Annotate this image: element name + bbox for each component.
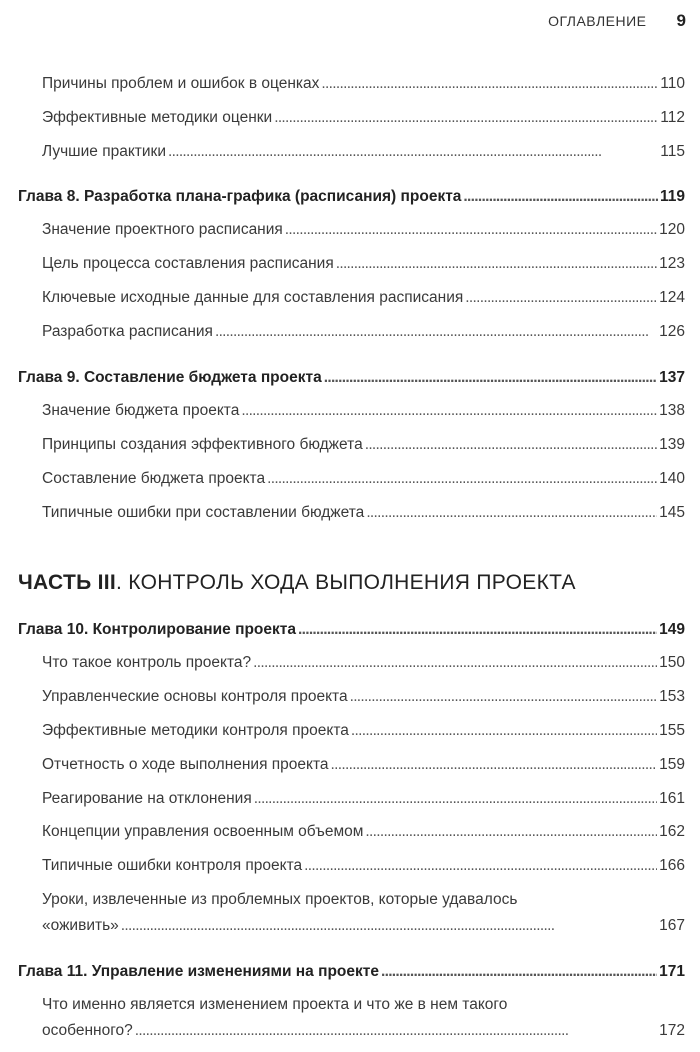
toc-entry-page: 139: [659, 436, 685, 453]
toc-entry-page: 123: [659, 255, 685, 272]
toc-entry-title: Эффективные методики оценки: [42, 109, 273, 126]
toc-entry-estimate-problems[interactable]: [42, 74, 685, 94]
toc-entry-title: Типичные ошибки контроля проекта: [42, 857, 303, 874]
dot-leader: [121, 916, 657, 936]
toc-chapter-title: Глава 10. Контролирование проекта: [18, 621, 296, 638]
toc-entry-title: Концепции управления освоенным объемом: [42, 823, 364, 840]
toc-entry-control-methods[interactable]: [42, 721, 685, 741]
toc-entry-page: 172: [659, 1022, 685, 1039]
toc-entry-schedule-inputs[interactable]: [42, 288, 685, 308]
toc-entry-schedule-goal[interactable]: [42, 254, 685, 274]
toc-chapter-title: Глава 8. Разработка плана-графика (расписания) проекта: [18, 188, 462, 205]
toc-entry-title: Управленческие основы контроля проекта: [42, 688, 348, 705]
toc-entry-title: Ключевые исходные данные для составления расписания: [42, 289, 464, 306]
dot-leader: [304, 856, 657, 876]
toc-entry-title: Принципы создания эффективного бюджета: [42, 436, 363, 453]
toc-entry-best-practices[interactable]: [42, 142, 685, 162]
toc-entry-lessons[interactable]: [42, 890, 685, 936]
dot-leader: [331, 755, 658, 775]
toc-chapter-title: Глава 11. Управление изменениями на проекте: [18, 963, 379, 980]
toc-entry-deviations[interactable]: [42, 789, 685, 809]
dot-leader: [324, 368, 657, 388]
toc-entry-title: Значение проектного расписания: [42, 221, 283, 238]
dot-leader: [366, 503, 657, 523]
toc-entry-page: 138: [659, 402, 685, 419]
toc-entry-title: Значение бюджета проекта: [42, 402, 240, 419]
toc-chapter-title: Глава 9. Составление бюджета проекта: [18, 369, 322, 386]
toc-entry-page: 167: [659, 917, 685, 934]
toc-entry-title: Лучшие практики: [42, 143, 166, 160]
toc-entry-budget-principles[interactable]: [42, 435, 685, 455]
toc-entry-title: Эффективные методики контроля проекта: [42, 722, 349, 739]
part-heading: [18, 570, 576, 596]
toc-chapter-9[interactable]: [18, 368, 685, 388]
page-number: 9: [676, 11, 686, 30]
dot-leader: [168, 142, 658, 162]
dot-leader: [463, 187, 658, 207]
toc-entry-page: 159: [659, 756, 685, 773]
toc-entry-page: 110: [660, 75, 685, 92]
dot-leader: [350, 687, 658, 707]
toc-entry-budget-compose[interactable]: [42, 469, 685, 489]
dot-leader: [274, 108, 658, 128]
toc-entry-page: 161: [659, 790, 685, 807]
dot-leader: [381, 962, 657, 982]
toc-entry-page: 124: [659, 289, 685, 306]
toc-entry-page: 126: [659, 323, 685, 340]
dot-leader: [321, 74, 658, 94]
toc-entry-page: 145: [659, 504, 685, 521]
toc-entry-control-what[interactable]: [42, 653, 685, 673]
toc-entry-title: Разработка расписания: [42, 323, 213, 340]
toc-entry-control-basics[interactable]: [42, 687, 685, 707]
dot-leader: [215, 322, 657, 342]
toc-entry-page: 120: [659, 221, 685, 238]
toc-entry-page: 155: [659, 722, 685, 739]
toc-entry-title: Что такое контроль проекта?: [42, 654, 252, 671]
dot-leader: [336, 254, 657, 274]
toc-entry-title-cont: особенного?: [42, 1022, 133, 1039]
toc-chapter-8[interactable]: [18, 187, 685, 207]
toc-entry-change-definition[interactable]: [42, 995, 685, 1041]
dot-leader: [253, 653, 657, 673]
toc-entry-page: 153: [659, 688, 685, 705]
toc-entry-budget-value[interactable]: [42, 401, 685, 421]
toc-entry-page: 150: [659, 654, 685, 671]
dot-leader: [298, 620, 657, 640]
toc-entry-title: Причины проблем и ошибок в оценках: [42, 75, 320, 92]
dot-leader: [241, 401, 657, 421]
dot-leader: [365, 822, 657, 842]
toc-entry-title-cont: «оживить»: [42, 917, 119, 934]
toc-chapter-10[interactable]: [18, 620, 685, 640]
dot-leader: [365, 435, 657, 455]
dot-leader: [254, 789, 657, 809]
toc-entry-estimate-methods[interactable]: [42, 108, 685, 128]
toc-entry-title: Уроки, извлеченные из проблемных проектов, которые удавалось: [42, 891, 518, 908]
toc-entry-title: Реагирование на отклонения: [42, 790, 252, 807]
toc-entry-page: 115: [660, 143, 685, 160]
running-head: [548, 10, 686, 32]
toc-entry-budget-errors[interactable]: [42, 503, 685, 523]
toc-entry-title: Составление бюджета проекта: [42, 470, 266, 487]
toc-entry-page: 119: [659, 188, 685, 205]
toc-entry-earned-value[interactable]: [42, 822, 685, 842]
toc-entry-title: Цель процесса составления расписания: [42, 255, 334, 272]
toc-entry-progress-reports[interactable]: [42, 755, 685, 775]
toc-entry-title: Отчетность о ходе выполнения проекта: [42, 756, 329, 773]
dot-leader: [465, 288, 657, 308]
toc-entry-control-errors[interactable]: [42, 856, 685, 876]
toc-entry-title: Что именно является изменением проекта и что же в нем такого: [42, 996, 508, 1013]
dot-leader: [285, 220, 657, 240]
toc-entry-page: 112: [660, 109, 685, 126]
toc-entry-page: 149: [659, 621, 685, 638]
toc-entry-schedule-dev[interactable]: [42, 322, 685, 342]
part-number: ЧАСТЬ III: [18, 571, 116, 594]
toc-entry-page: 140: [659, 470, 685, 487]
toc-entry-schedule-value[interactable]: [42, 220, 685, 240]
toc-entry-page: 171: [659, 963, 685, 980]
part-title: . КОНТРОЛЬ ХОДА ВЫПОЛНЕНИЯ ПРОЕКТА: [116, 571, 576, 594]
toc-entry-page: 162: [659, 823, 685, 840]
toc-entry-page: 137: [659, 369, 685, 386]
toc-entry-title: Типичные ошибки при составлении бюджета: [42, 504, 365, 521]
dot-leader: [135, 1021, 657, 1041]
running-title: ОГЛАВЛЕНИЕ: [548, 13, 647, 29]
dot-leader: [267, 469, 657, 489]
toc-entry-page: 166: [659, 857, 685, 874]
toc-chapter-11[interactable]: [18, 962, 685, 982]
dot-leader: [351, 721, 657, 741]
